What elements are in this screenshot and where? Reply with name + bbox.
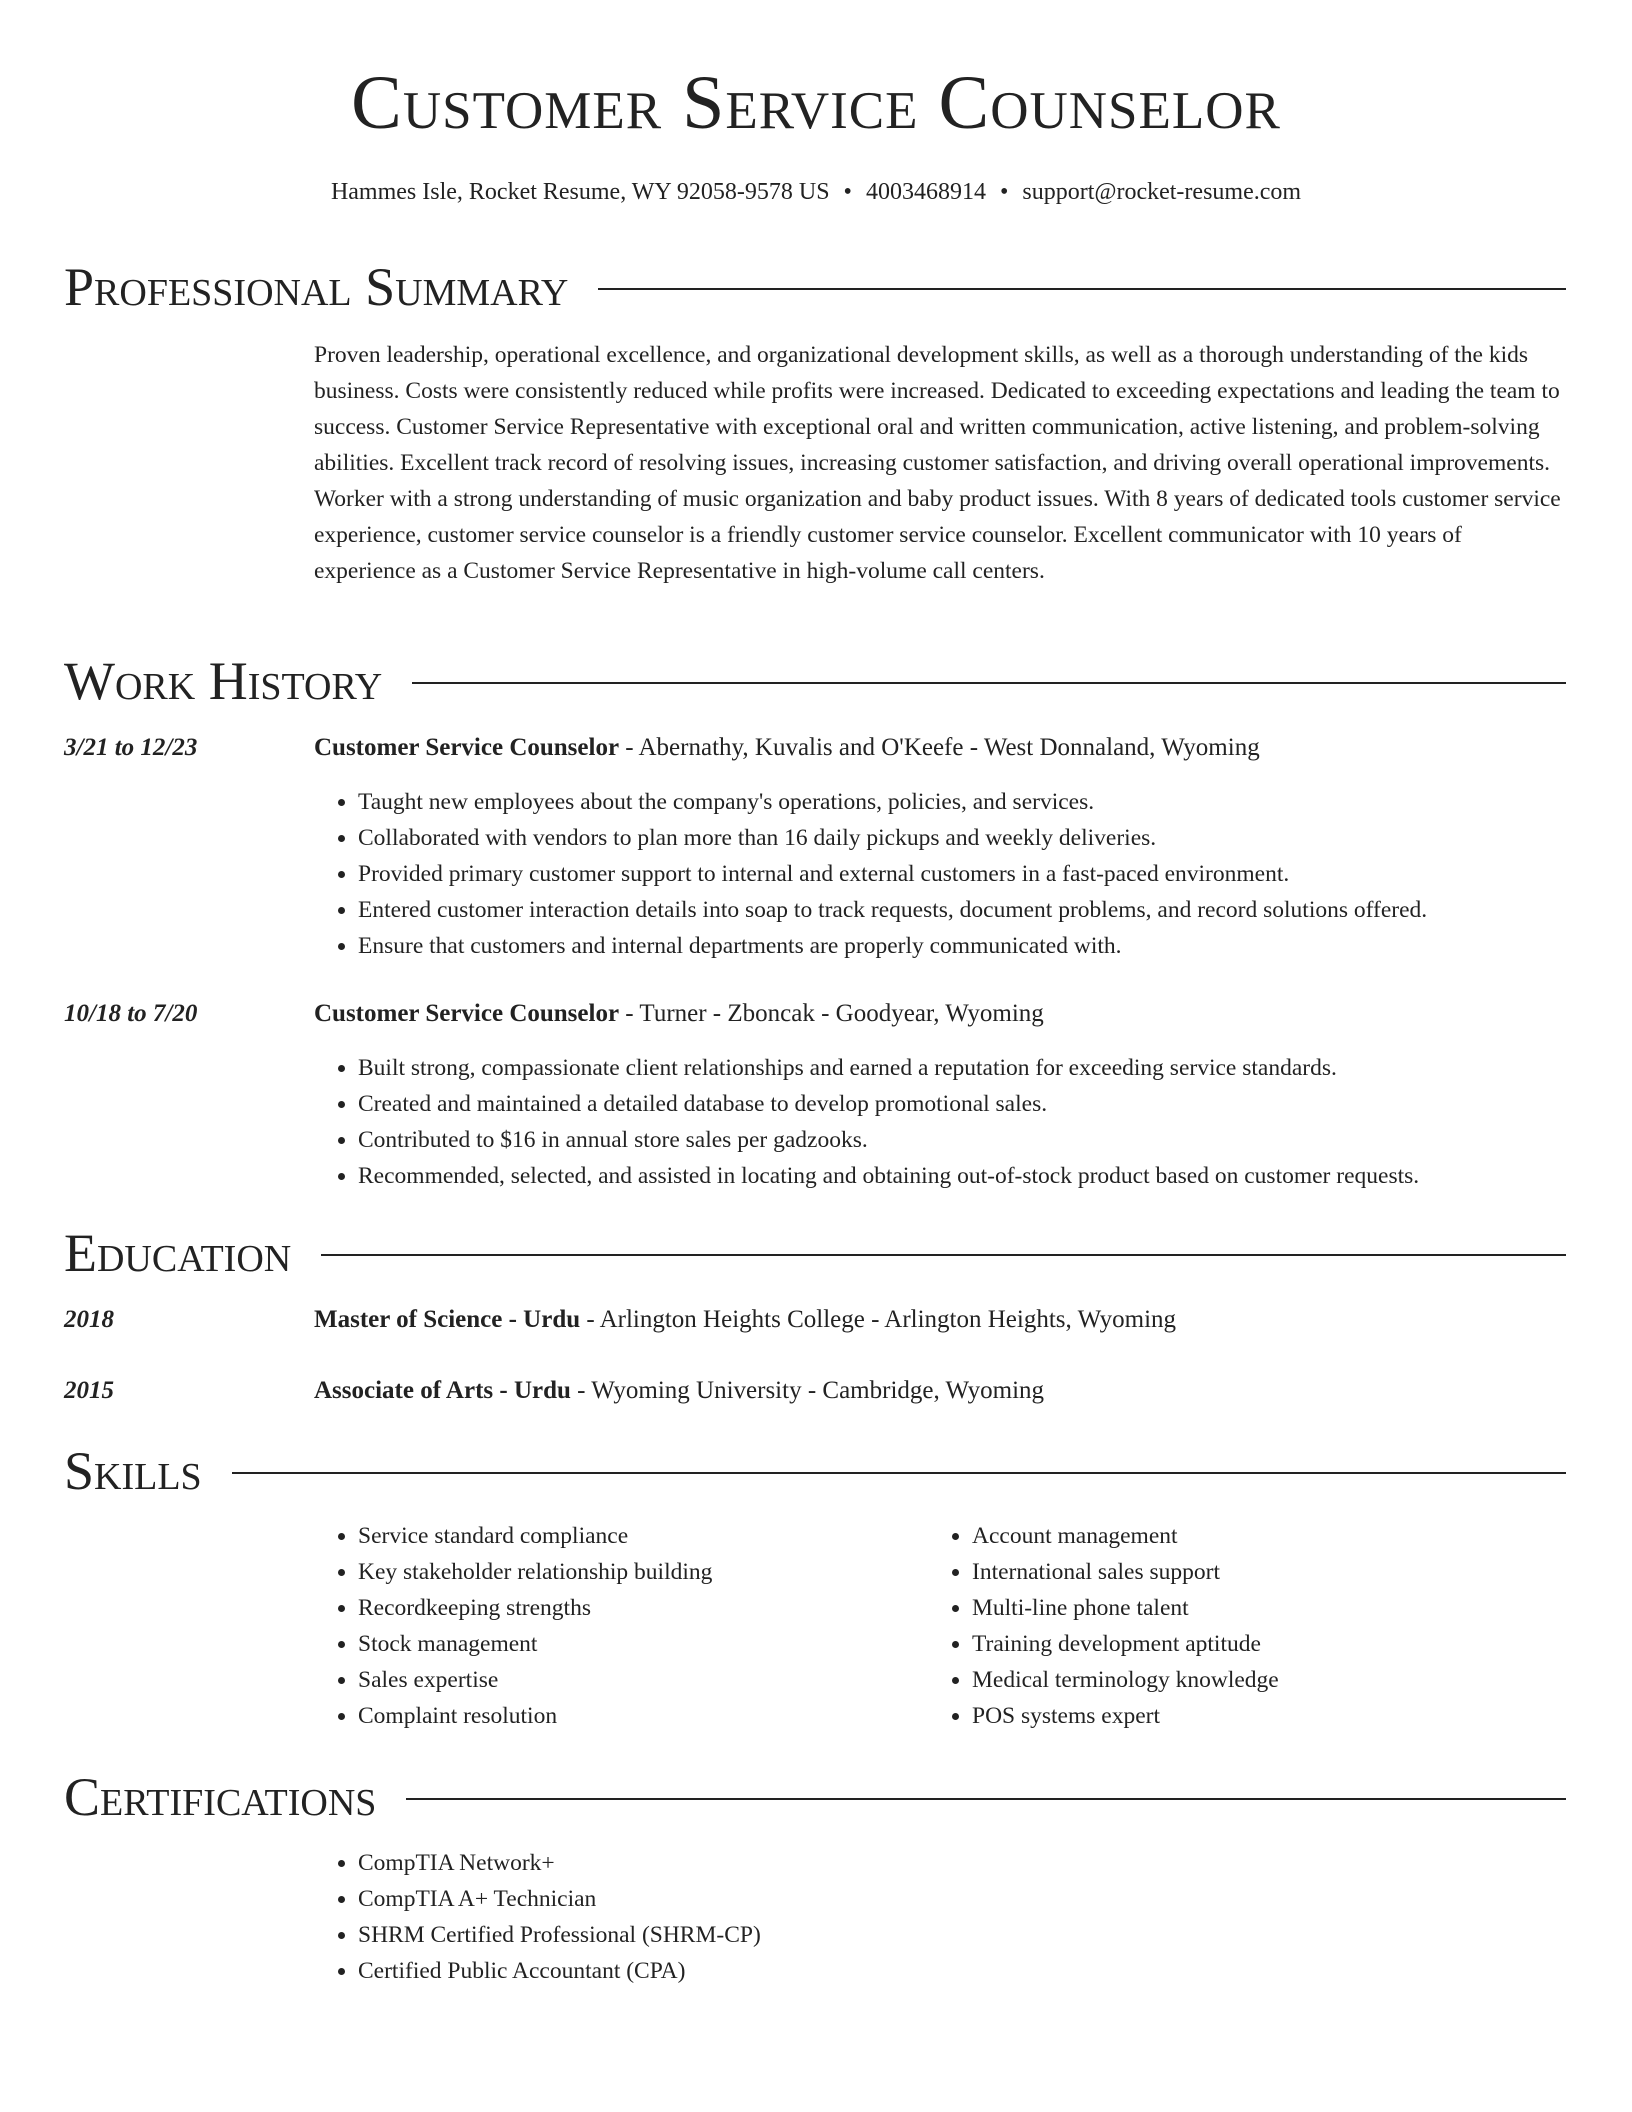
list-item: • Training development aptitude bbox=[972, 1626, 1610, 1662]
candidate-name: Customer Service Counselor bbox=[351, 61, 1281, 145]
section-header-certifications bbox=[64, 1764, 1566, 1830]
list-item: • Recordkeeping strengths bbox=[358, 1590, 918, 1626]
section-title-certifications: Certifications bbox=[64, 1767, 377, 1827]
contact-address: Hammes Isle, Rocket Resume, WY 92058-9578 US bbox=[330, 179, 830, 205]
section-divider bbox=[598, 288, 1566, 290]
contact-phone: 4003468914 bbox=[865, 179, 986, 205]
job-title: Customer Service Counselor bbox=[314, 1000, 620, 1027]
list-item: • Taught new employees about the company's operations, policies, and services. bbox=[358, 784, 1610, 820]
list-item: • CompTIA Network+ bbox=[358, 1845, 1610, 1881]
section-divider bbox=[412, 682, 1566, 684]
list-item: • SHRM Certified Professional (SHRM-CP) bbox=[358, 1917, 1610, 1953]
job-duties-list bbox=[314, 784, 1610, 964]
section-header-work-history bbox=[64, 648, 1566, 714]
section-header-skills bbox=[64, 1438, 1566, 1504]
contact-separator: • bbox=[999, 179, 1009, 205]
section-divider bbox=[321, 1254, 1566, 1256]
job-title: Customer Service Counselor bbox=[314, 734, 620, 761]
education-year: 2018 bbox=[64, 1306, 114, 1333]
job-heading bbox=[314, 997, 1566, 1031]
list-item: • Complaint resolution bbox=[358, 1698, 918, 1734]
section-title-skills: Skills bbox=[64, 1441, 202, 1501]
list-item: • Account management bbox=[972, 1518, 1610, 1554]
list-item: • Provided primary customer support to internal and external customers in a fast-paced environment. bbox=[358, 856, 1610, 892]
skills-list-left bbox=[314, 1518, 918, 1734]
summary-text: Proven leadership, operational excellence, and organizational development skills, as well as a thorough understanding of the kids business. Costs were consistently reduced while profits were increased. Dedicated to exceeding expectations and leading the team to success. Customer Service Representative with exceptional oral and written communication, active listening, and problem-solving abilities. Excellent track record of resolving issues, increasing customer satisfaction, and driving overall operational improvements. Worker with a strong understanding of music organization and baby product issues. With 8 years of dedicated tools customer service experience, customer service counselor is a friendly customer service counselor. Excellent communicator with 10 years of experience as a Customer Service Representative in high-volume call centers. bbox=[314, 342, 1561, 584]
list-item: • Multi-line phone talent bbox=[972, 1590, 1610, 1626]
list-item: • Built strong, compassionate client relationships and earned a reputation for exceeding service standards. bbox=[358, 1050, 1610, 1086]
job-heading bbox=[314, 731, 1566, 765]
education-entry bbox=[314, 1303, 1566, 1337]
section-divider bbox=[406, 1798, 1566, 1800]
section-divider bbox=[232, 1472, 1566, 1474]
degree-title: Associate of Arts - Urdu bbox=[314, 1377, 571, 1404]
list-item: • Stock management bbox=[358, 1626, 918, 1662]
school-location: - Arlington Heights College - Arlington Heights, Wyoming bbox=[580, 1306, 1177, 1333]
list-item: • POS systems expert bbox=[972, 1698, 1610, 1734]
list-item: • Certified Public Accountant (CPA) bbox=[358, 1953, 1610, 1989]
list-item: • Key stakeholder relationship building bbox=[358, 1554, 918, 1590]
section-header-education bbox=[64, 1220, 1566, 1286]
list-item: • Service standard compliance bbox=[358, 1518, 918, 1554]
section-title-education: Education bbox=[64, 1223, 292, 1283]
list-item: • Sales expertise bbox=[358, 1662, 918, 1698]
job-employer-location: - Turner - Zboncak - Goodyear, Wyoming bbox=[619, 1000, 1044, 1027]
list-item: • Entered customer interaction details into soap to track requests, document problems, and record solutions offered. bbox=[358, 892, 1610, 928]
contact-line bbox=[0, 176, 1632, 208]
list-item: • Contributed to $16 in annual store sales per gadzooks. bbox=[358, 1122, 1610, 1158]
section-header-summary bbox=[64, 254, 1566, 320]
contact-separator: • bbox=[843, 179, 852, 205]
education-entry bbox=[314, 1374, 1566, 1408]
list-item: • International sales support bbox=[972, 1554, 1610, 1590]
school-location: - Wyoming University - Cambridge, Wyoming bbox=[570, 1377, 1045, 1404]
section-title-summary: Professional Summary bbox=[64, 257, 569, 317]
list-item: • Collaborated with vendors to plan more than 16 daily pickups and weekly deliveries. bbox=[358, 820, 1610, 856]
education-year: 2015 bbox=[64, 1377, 114, 1404]
list-item: • Recommended, selected, and assisted in locating and obtaining out-of-stock product based on customer requests. bbox=[358, 1158, 1610, 1194]
section-title-work-history: Work History bbox=[64, 651, 383, 711]
contact-email: support@rocket-resume.com bbox=[1022, 179, 1302, 205]
job-dates: 10/18 to 7/20 bbox=[64, 1000, 198, 1027]
skills-list-right bbox=[928, 1518, 1610, 1734]
job-dates: 3/21 to 12/23 bbox=[64, 734, 198, 761]
job-duties-list bbox=[314, 1050, 1610, 1194]
list-item: • Ensure that customers and internal departments are properly communicated with. bbox=[358, 928, 1610, 964]
list-item: • Created and maintained a detailed database to develop promotional sales. bbox=[358, 1086, 1610, 1122]
job-employer-location: - Abernathy, Kuvalis and O'Keefe - West Donnaland, Wyoming bbox=[619, 734, 1260, 761]
degree-title: Master of Science - Urdu bbox=[314, 1306, 581, 1333]
list-item: • CompTIA A+ Technician bbox=[358, 1881, 1610, 1917]
list-item: • Medical terminology knowledge bbox=[972, 1662, 1610, 1698]
certifications-list bbox=[314, 1845, 1610, 1989]
